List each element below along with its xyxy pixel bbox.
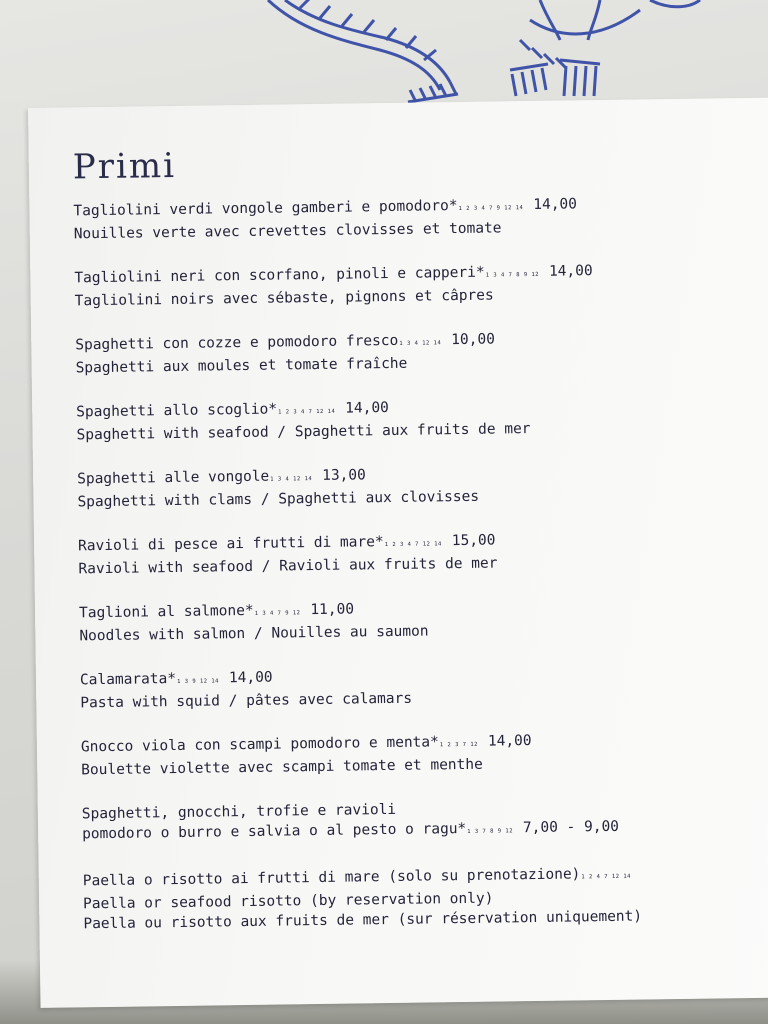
dish-name: Spaghetti con cozze e pomodoro fresco (75, 332, 399, 354)
dish-price: 7,00 - 9,00 (522, 818, 620, 837)
allergen-codes: 1 2 4 7 12 14 (581, 873, 631, 881)
dish-price: 15,00 (451, 532, 496, 550)
dish-translation: Spaghetti with seafood / Spaghetti aux fruits de mer (76, 421, 531, 444)
menu-item (83, 862, 768, 935)
dish-price: 13,00 (322, 467, 366, 484)
dish-translation: Spaghetti aux moules et tomate fraîche (75, 355, 408, 377)
allergen-codes: 1 2 3 4 7 12 14 (384, 541, 442, 549)
allergen-codes: 1 3 4 7 9 12 (254, 610, 301, 617)
menu-item (76, 393, 767, 446)
menu-item (74, 259, 765, 312)
dish-price: 14,00 (487, 733, 532, 750)
dish-price: 14,00 (533, 196, 578, 213)
dish-price: 14,00 (548, 263, 593, 280)
dish-translation: Nouilles verte avec crevettes clovisses et tomate (73, 220, 502, 243)
menu-item (82, 795, 768, 848)
dish-sauce-options: pomodoro o burro e salvia o al pesto o ragu* (82, 820, 467, 843)
menu-content (73, 138, 768, 959)
menu-item (78, 527, 768, 580)
menu-item (79, 594, 768, 647)
dish-name: Spaghetti, gnocchi, trofie e ravioli (81, 801, 397, 823)
dish-price: 10,00 (451, 331, 495, 349)
menu-item (73, 192, 764, 245)
dish-name: Calamarata* (79, 670, 177, 689)
menu-item (81, 728, 768, 781)
dish-translation: Ravioli with seafood / Ravioli aux fruits de mer (78, 555, 498, 578)
dish-translation: Paella ou risotto aux fruits de mer (sur réservation uniquement) (83, 908, 643, 933)
rope-right (510, 0, 700, 96)
dish-translation: Boulette violette avec scampi tomate et menthe (81, 756, 483, 779)
dish-name: Tagliolini verdi vongole gamberi e pomodoro* (73, 198, 458, 220)
menu-item (80, 661, 768, 714)
allergen-codes: 1 3 9 12 14 (177, 678, 220, 685)
page-title: Primi (72, 145, 177, 188)
dish-name: Spaghetti allo scoglio* (76, 401, 278, 421)
dish-price: 14,00 (345, 399, 389, 417)
dish-price: 11,00 (310, 601, 355, 619)
allergen-codes: 1 3 4 12 14 (270, 476, 313, 483)
menu-sheet (28, 97, 768, 1008)
dish-name: Paella o risotto ai frutti di mare (solo su prenotazione) (82, 866, 581, 890)
dish-translation: Paella or seafood risotto (by reservation only) (83, 890, 494, 913)
dish-name: Tagliolini neri con scorfano, pinoli e capperi* (74, 264, 485, 287)
menu-items-list (73, 192, 768, 935)
dish-name: Spaghetti alle vongole (77, 468, 270, 488)
allergen-codes: 1 2 3 7 12 (439, 741, 479, 749)
allergen-codes: 1 2 3 4 7 12 14 (278, 408, 336, 416)
dish-price: 14,00 (228, 669, 273, 687)
dish-translation: Pasta with squid / pâtes avec calamars (80, 690, 413, 712)
menu-item (77, 460, 768, 513)
dish-name: Taglioni al salmone* (78, 602, 254, 622)
allergen-codes: 1 3 4 12 14 (399, 340, 442, 347)
dish-translation: Noodles with salmon / Nouilles au saumon (79, 623, 429, 645)
allergen-codes: 1 3 7 8 9 12 (467, 828, 514, 835)
dish-translation: Spaghetti with clams / Spaghetti aux clovisses (77, 488, 480, 511)
dish-name: Ravioli di pesce ai frutti di mare* (78, 534, 384, 555)
dish-translation: Tagliolini noirs avec sébaste, pignons et câpres (74, 287, 494, 310)
allergen-codes: 1 3 4 7 8 9 12 (485, 271, 540, 279)
allergen-codes: 1 2 3 4 7 9 12 14 (458, 205, 524, 212)
rope-left (268, 0, 458, 102)
dish-name: Gnocco viola con scampi pomodoro e menta* (80, 734, 439, 756)
menu-item (75, 326, 766, 379)
